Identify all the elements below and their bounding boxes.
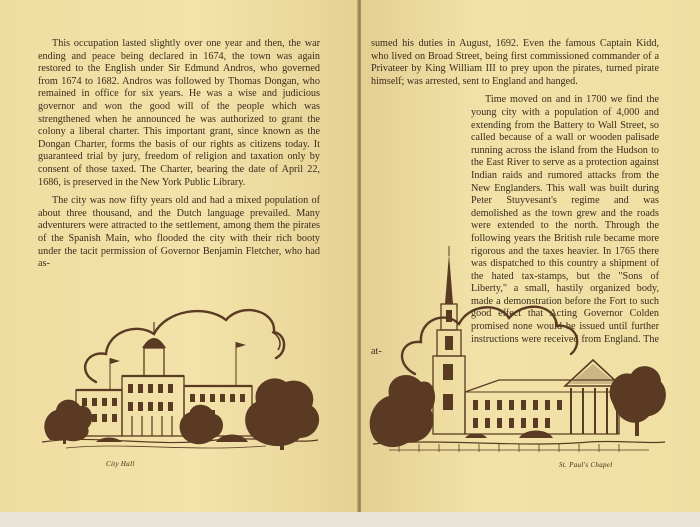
right-paragraph-2: Time moved on and in 1700 we find the young city with a population of 4,000 and extending from the Battery to Wall Street, so called because of a wall or wooden palisade running across the island from the Hudson to the East River to serve as a protection against Indian raids and rumored attacks from the New Englanders. This wall was built during Peter Stuyvesant's regime and was demolished as the town grew and the roads were extended to the north. Through the following years the British rule became more rigorous and the taxes heavier. In 1765 there was dispatched to this country a shipment of the hated tax-stamps, but the "Sons of Liberty," a small, hastily organized body, made a demonstration before the Fort to such good effect that Acting Governor Colden promised none would be issued until further instructions were received from England. The at- [371,94,659,358]
st-pauls-chapel-illustration [369,244,669,458]
left-page [0,0,359,512]
right-page [361,0,700,512]
left-paragraph-1: This occupation lasted slightly over one year and then, the war ending and peace being declared in 1674, the town was again restored to the English under Sir Edmund Andros, who governed from 1674 to 1682. Andros was followed by Thomas Dongan, who remained in office for six years. He was a wise and judicious governor and won the good will of the people which was strengthened when he announced he was authorized to grant the colony a liberal charter. This important grant, since known as the Dongan Charter, forms the basis of our rights as citizens today. It guaranteed trial by jury, freedom of religion and taxation only by consent of those taxed. The Charter, bearing the date of April 22, 1686, is preserved in the New York Public Library. [38,38,320,188]
city-hall-caption: City Hall [106,460,135,468]
city-hall-illustration [36,292,326,460]
left-paragraph-2: The city was now fifty years old and had a mixed population of about three thousand, and the Dutch language prevailed. Many adventurers were attracted to the settlement, among them the pirates of the Spanish Main, who flooded the city with their rich booty under the tacit permission of Governor Benjamin Fletcher, who had as- [38,195,320,270]
scan-bottom-margin [0,512,700,527]
st-pauls-chapel-caption: St. Paul's Chapel [559,461,613,469]
right-paragraph-1: sumed his duties in August, 1692. Even the famous Captain Kidd, who lived on Broad Street, being first commissioned commander of a Privateer by King William III to prey upon the pirates, turned pirate himself; was arrested, sent to England and hanged. [371,38,659,87]
left-page-text [38,38,320,277]
